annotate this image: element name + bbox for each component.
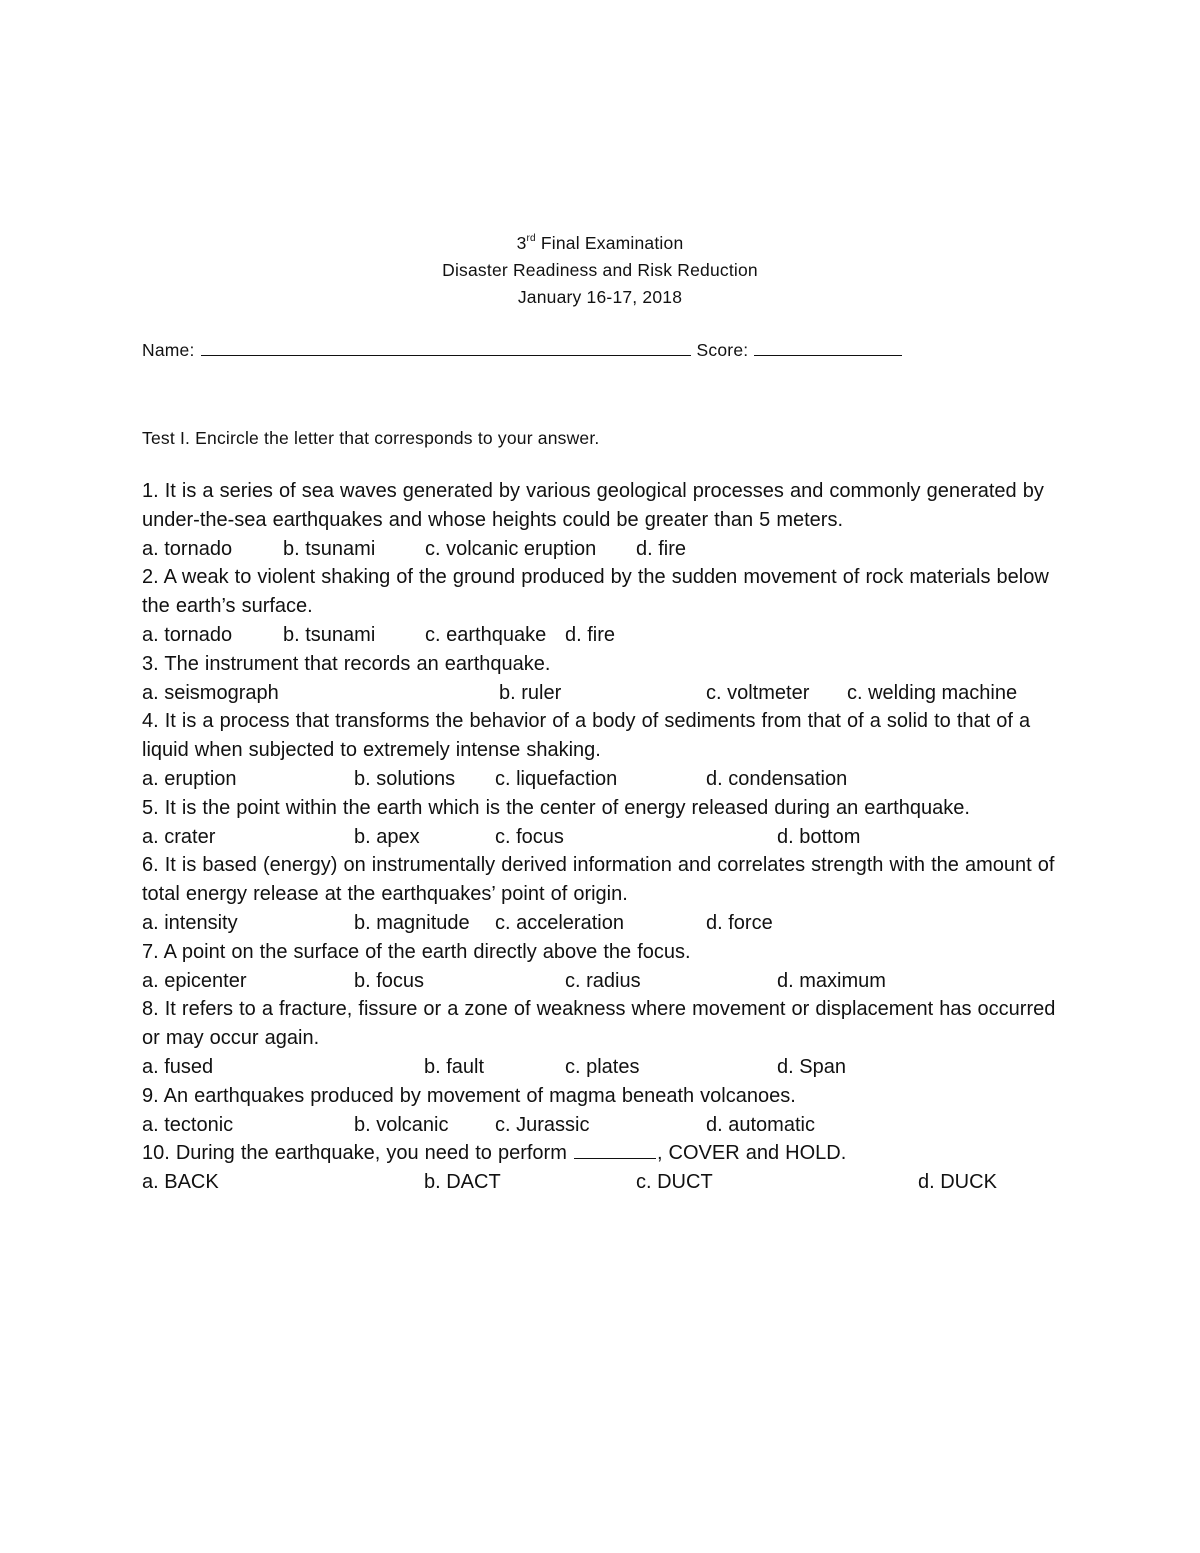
choice-d[interactable]: d. DUCK (918, 1171, 997, 1194)
question-text: 4. It is a process that transforms the behavior of a body of sediments from that of a solid to that of a liquid when subjected to extremely intense shaking. (142, 710, 1031, 762)
question-9 (142, 1082, 1062, 1140)
question-5 (142, 794, 1062, 852)
choice-b[interactable]: b. DACT (424, 1171, 501, 1194)
score-field[interactable] (754, 341, 902, 356)
choice-c[interactable]: c. liquefaction (495, 767, 618, 790)
question-text-before-blank: 10. During the earthquake, you need to perform (142, 1142, 573, 1165)
exam-date: January 16-17, 2018 (517, 287, 683, 307)
question-text (142, 1139, 1062, 1168)
exam-subject: Disaster Readiness and Risk Reduction (442, 260, 758, 280)
choice-b[interactable]: b. apex (354, 825, 420, 848)
choice-row (142, 1053, 1062, 1082)
choice-d[interactable]: d. maximum (777, 969, 886, 992)
choice-row (142, 679, 1062, 708)
choice-d[interactable]: c. welding machine (847, 681, 1018, 704)
question-3 (142, 650, 1062, 708)
choice-b[interactable]: b. volcanic (354, 1113, 449, 1136)
question-text: 9. An earthquakes produced by movement of magma beneath volcanoes. (142, 1084, 796, 1107)
name-score-row (142, 339, 1042, 361)
choice-b[interactable]: b. ruler (499, 681, 562, 704)
question-1 (142, 477, 1062, 563)
choice-row (142, 909, 1062, 938)
choice-row (142, 535, 1062, 564)
question-10 (142, 1139, 1062, 1197)
choice-b[interactable]: b. magnitude (354, 911, 470, 934)
exam-header (0, 230, 1200, 311)
choice-b[interactable]: b. tsunami (283, 623, 376, 646)
choice-b[interactable]: b. focus (354, 969, 425, 992)
name-label: Name: (142, 340, 195, 360)
choice-b[interactable]: b. tsunami (283, 537, 376, 560)
choice-d[interactable]: d. force (706, 911, 773, 934)
choice-row (142, 1168, 1062, 1197)
title-ordinal-number: 3 (516, 233, 527, 253)
choice-a[interactable]: a. intensity (142, 911, 238, 934)
test-instructions: Test I. Encircle the letter that corresponds to your answer. (142, 428, 600, 448)
choice-a[interactable]: a. seismograph (142, 681, 279, 704)
answer-blank[interactable] (574, 1142, 656, 1159)
score-label: Score: (696, 340, 749, 360)
choice-c[interactable]: c. radius (565, 969, 641, 992)
choice-c[interactable]: c. volcanic eruption (425, 537, 597, 560)
question-text: 1. It is a series of sea waves generated by various geological processes and commonly generated by under-the-sea earthquakes and whose heights could be greater than 5 meters. (142, 480, 1044, 531)
question-4 (142, 707, 1062, 793)
choice-row (142, 967, 1062, 996)
choice-c[interactable]: c. DUCT (636, 1171, 713, 1194)
choice-a[interactable]: a. fused (142, 1055, 214, 1078)
choice-a[interactable]: a. tectonic (142, 1113, 234, 1136)
question-list (142, 477, 1062, 1197)
question-7 (142, 938, 1062, 996)
question-6 (142, 851, 1062, 937)
choice-row (142, 1111, 1062, 1140)
choice-a[interactable]: a. eruption (142, 767, 237, 790)
question-text: 8. It refers to a fracture, fissure or a zone of weakness where movement or displacement has occurred or may occur again. (142, 998, 1056, 1050)
question-8 (142, 995, 1062, 1081)
choice-d[interactable]: d. fire (636, 537, 687, 560)
title-ordinal-suffix: rd (526, 233, 536, 245)
name-field[interactable] (201, 341, 691, 356)
choice-d[interactable]: d. Span (777, 1055, 846, 1078)
exam-title (0, 230, 1200, 257)
question-text: 6. It is based (energy) on instrumentally derived information and correlates strength with the amount of total energy release at the earthquakes’ point of origin. (142, 854, 1055, 906)
choice-row (142, 823, 1062, 852)
choice-d[interactable]: d. condensation (706, 767, 848, 790)
choice-a[interactable]: a. tornado (142, 623, 233, 646)
choice-d[interactable]: d. fire (565, 623, 616, 646)
choice-row (142, 765, 1062, 794)
question-2 (142, 563, 1062, 649)
question-text: 5. It is the point within the earth which is the center of energy released during an earthquake. (142, 796, 970, 819)
choice-a[interactable]: a. tornado (142, 537, 233, 560)
choice-c[interactable]: c. Jurassic (495, 1113, 590, 1136)
choice-c[interactable]: c. voltmeter (706, 681, 810, 704)
choice-c[interactable]: c. plates (565, 1055, 640, 1078)
choice-a[interactable]: a. crater (142, 825, 216, 848)
question-text: 2. A weak to violent shaking of the ground produced by the sudden movement of rock materials below the earth’s surface. (142, 566, 1049, 618)
choice-a[interactable]: a. epicenter (142, 969, 247, 992)
question-text: 3. The instrument that records an earthquake. (142, 652, 551, 675)
choice-c[interactable]: c. earthquake (425, 623, 547, 646)
choice-row (142, 621, 1062, 650)
question-text-after-blank: , COVER and HOLD. (656, 1142, 847, 1165)
choice-a[interactable]: a. BACK (142, 1171, 219, 1194)
choice-c[interactable]: c. focus (495, 825, 564, 848)
choice-b[interactable]: b. solutions (354, 767, 456, 790)
question-text: 7. A point on the surface of the earth directly above the focus. (142, 940, 691, 963)
choice-b[interactable]: b. fault (424, 1055, 485, 1078)
title-text: Final Examination (535, 233, 684, 253)
choice-d[interactable]: d. automatic (706, 1113, 815, 1136)
choice-d[interactable]: d. bottom (777, 825, 861, 848)
choice-c[interactable]: c. acceleration (495, 911, 624, 934)
